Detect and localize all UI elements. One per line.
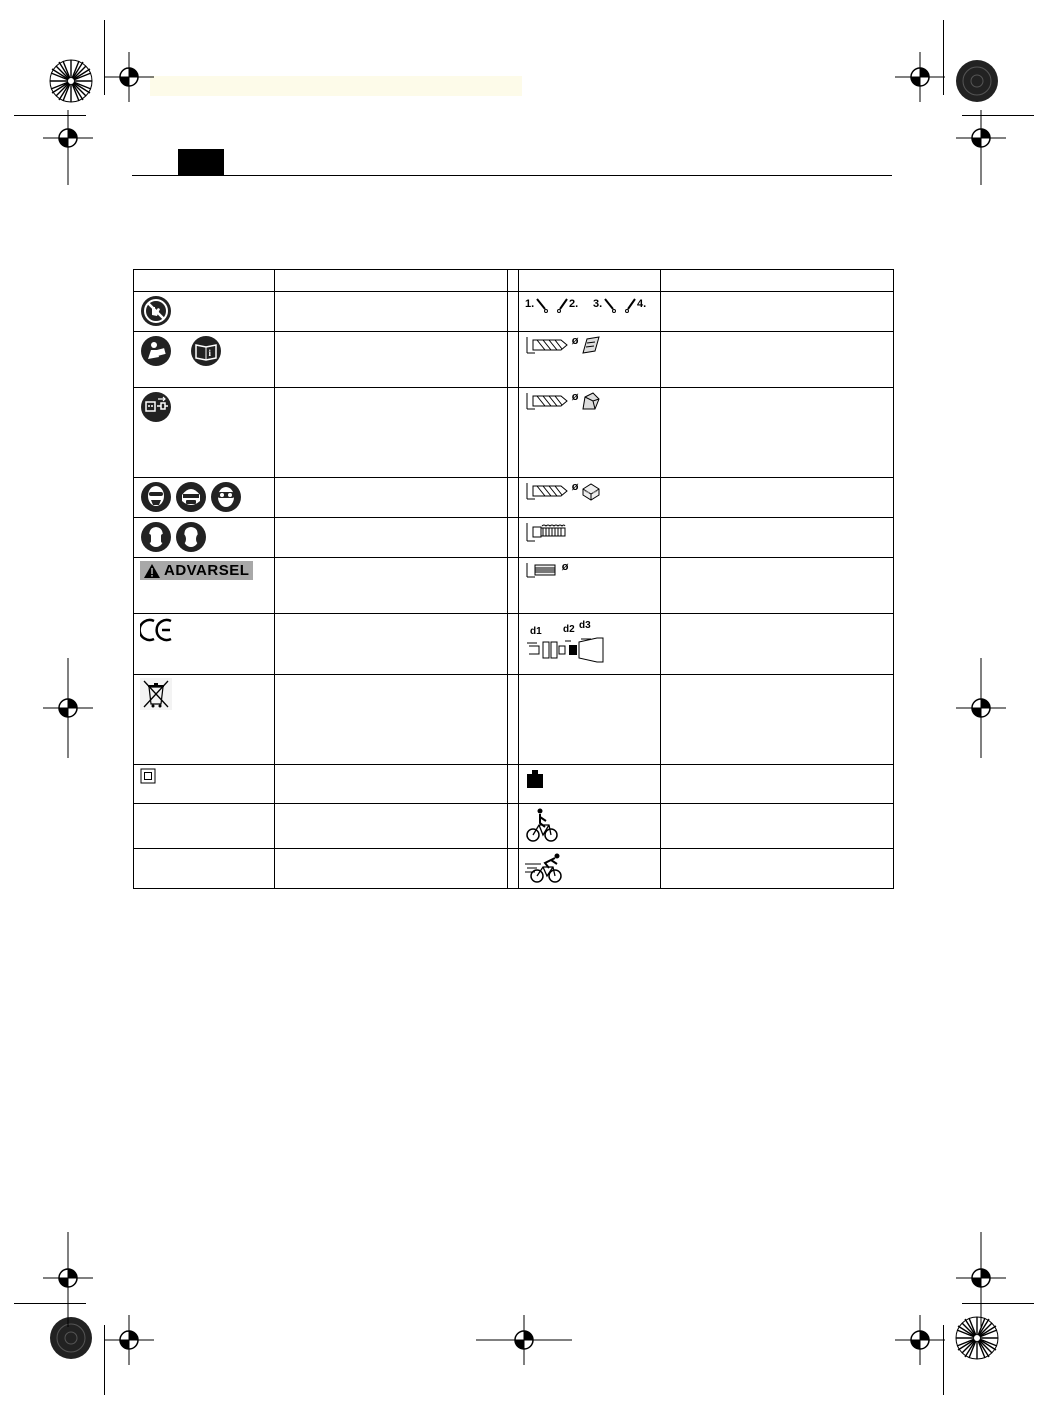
table-cell [134,388,275,478]
table-cell [519,332,661,388]
symbols-table [133,269,894,889]
drill-bit-icon [525,391,569,411]
d1-label: d1 [530,626,542,637]
table-cell [661,270,894,292]
svg-text:4.: 4. [637,298,647,310]
safety-goggles-icon [210,481,242,513]
table-row [134,388,894,478]
warning-triangle-icon [144,564,160,578]
table-cell [275,518,508,558]
face-mask-icon [140,481,172,513]
table-cell [661,765,894,804]
collar-diameter-icon [525,561,559,579]
table-cell [275,478,508,518]
table-cell [508,614,519,675]
table-cell [519,614,661,675]
metal-material-icon [581,335,601,355]
table-cell [134,675,275,765]
table-row [134,518,894,558]
table-cell [275,558,508,614]
table-cell [508,270,519,292]
table-cell [134,270,275,292]
dust-mask-icon [175,481,207,513]
table-cell [661,849,894,889]
table-cell [661,388,894,478]
slow-bicycle-icon [525,807,559,843]
crosshair-mark-icon [104,1315,154,1365]
table-cell [134,478,275,518]
table-cell [134,804,275,849]
table-cell [519,292,661,332]
chuck-dimensions-icon [525,620,605,664]
drill-bit-icon [525,335,569,355]
table-cell [519,478,661,518]
table-cell [275,804,508,849]
table-row [134,558,894,614]
table-cell [661,478,894,518]
table-row [134,614,894,675]
table-cell [508,675,519,765]
table-row [134,292,894,332]
table-cell [508,518,519,558]
crosshair-mark-icon [476,1315,572,1365]
ear-protection-icon [140,521,172,553]
table-cell [508,478,519,518]
diameter-icon: ø [571,481,579,493]
table-cell [661,332,894,388]
registration-starburst-icon [48,58,94,104]
table-cell [519,765,661,804]
unplug-mains-icon [140,391,172,423]
table-cell [134,765,275,804]
table-cell [275,292,508,332]
manual-book-icon [190,335,222,367]
table-cell [508,388,519,478]
crosshair-mark-icon [43,1232,93,1327]
aluminium-material-icon [581,391,601,411]
crosshair-mark-icon [956,1232,1006,1327]
table-cell [519,518,661,558]
weight-icon [525,768,545,790]
table-cell [508,849,519,889]
ear-defenders-icon [175,521,207,553]
highlight-bar [150,76,522,96]
crosshair-mark-icon [43,658,93,758]
table-cell [508,765,519,804]
diameter-icon: ø [561,561,569,573]
no-hand-contact-icon [140,295,172,327]
table-cell [275,614,508,675]
svg-text:1.: 1. [525,298,535,310]
crosshair-mark-icon [956,658,1006,758]
table-cell [519,558,661,614]
table-cell [661,292,894,332]
table-cell [134,518,275,558]
table-row [134,332,894,388]
drill-bit-icon [525,481,569,501]
warning-label: ADVARSEL [140,561,253,580]
crosshair-mark-icon [895,52,945,102]
table-cell [508,332,519,388]
d3-label: d3 [579,620,591,631]
table-cell [508,292,519,332]
language-tab [178,149,224,175]
table-cell [275,332,508,388]
crosshair-mark-icon [104,52,154,102]
table-cell [508,804,519,849]
chuck-drawing [525,636,605,664]
fast-bicycle-icon [525,852,565,884]
table-cell [134,292,275,332]
table-cell [275,765,508,804]
svg-text:2.: 2. [569,298,579,310]
table-row [134,765,894,804]
diameter-icon: ø [571,335,579,347]
d2-label: d2 [563,624,575,635]
table-cell [275,849,508,889]
table-row [134,675,894,765]
bit-sequence-icon [525,295,653,317]
table-cell [134,614,275,675]
table-cell [134,849,275,889]
crosshair-mark-icon [956,110,1006,185]
table-cell [134,558,275,614]
table-cell [661,614,894,675]
table-row [134,849,894,889]
table-cell [134,332,275,388]
table-cell [661,804,894,849]
crosshair-mark-icon [43,110,93,185]
table-cell [508,558,519,614]
weee-crossed-bin-icon [140,678,172,710]
table-cell [519,675,661,765]
table-header-row [134,270,894,292]
header-rule [132,175,892,176]
diameter-icon: ø [571,391,579,403]
table-row [134,804,894,849]
read-manual-person-icon [140,335,172,367]
table-cell [661,518,894,558]
table-cell [519,804,661,849]
svg-text:i: i [208,348,211,358]
table-row [134,478,894,518]
wood-material-icon [581,481,601,501]
table-cell [661,675,894,765]
table-cell [519,270,661,292]
ce-mark-icon [140,617,174,643]
table-cell [661,558,894,614]
table-cell [275,388,508,478]
table-cell [275,270,508,292]
protection-class-ii-icon [140,768,156,784]
registration-solid-icon [954,58,1000,104]
table-cell [275,675,508,765]
table-cell [519,388,661,478]
crosshair-mark-icon [895,1315,945,1365]
table-cell [519,849,661,889]
spindle-thread-icon [525,521,569,543]
svg-text:3.: 3. [593,298,603,310]
